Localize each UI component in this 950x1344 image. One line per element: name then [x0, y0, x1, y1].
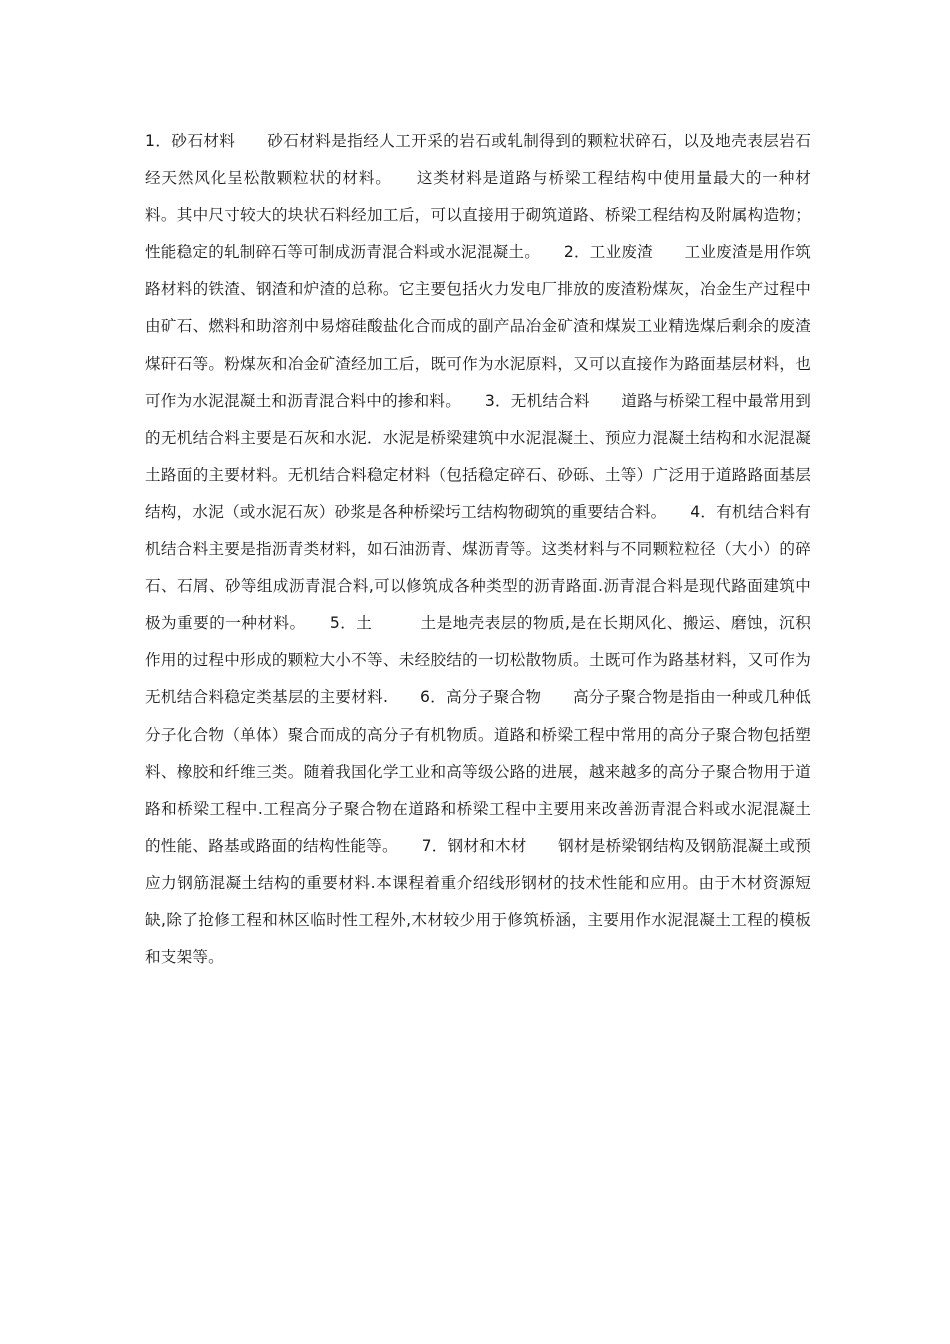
body-paragraph: 1．砂石材料 砂石材料是指经人工开采的岩石或轧制得到的颗粒状碎石，以及地壳表层岩石经天然风化呈松散颗粒状的材料。 这类材料是道路与桥梁工程结构中使用量最大的一种材料。其中尺寸较大的块状石料经加工后，可以直接用于砌筑道路、桥梁工程结构及附属构造物；性能稳定的轧制碎石等可制成沥青混合料或水泥混凝土。 2．工业废渣 工业废渣是用作筑路材料的铁渣、钢渣和炉渣的总称。它主要包括火力发电厂排放的废渣粉煤灰，冶金生产过程中由矿石、燃料和助溶剂中易熔硅酸盐化合而成的副产品冶金矿渣和煤炭工业精选煤后剩余的废渣煤矸石等。粉煤灰和冶金矿渣经加工后，既可作为水泥原料，又可以直接作为路面基层材料，也可作为水泥混凝土和沥青混合料中的掺和料。 3．无机结合料 道路与桥梁工程中最常用到的无机结合料主要是石灰和水泥．水泥是桥梁建筑中水泥混凝土、预应力混凝土结构和水泥混凝土路面的主要材料。无机结合料稳定材料（包括稳定碎石、砂砾、土等）广泛用于道路路面基层结构，水泥（或水泥石灰）砂浆是各种桥梁圬工结构物砌筑的重要结合料。 4．有机结合料有机结合料主要是指沥青类材料，如石油沥青、煤沥青等。这类材料与不同颗粒粒径（大小）的碎石、石屑、砂等组成沥青混合料,可以修筑成各种类型的沥青路面.沥青混合料是现代路面建筑中极为重要的一种材料。 5．土 土是地壳表层的物质,是在长期风化、搬运、磨蚀，沉积作用的过程中形成的颗粒大小不等、未经胶结的一切松散物质。土既可作为路基材料，又可作为无机结合料稳定类基层的主要材料. 6．高分子聚合物 高分子聚合物是指由一种或几种低分子化合物（单体）聚合而成的高分子有机物质。道路和桥梁工程中常用的高分子聚合物包括塑料、橡胶和纤维三类。随着我国化学工业和高等级公路的进展，越来越多的高分子聚合物用于道路和桥梁工程中.工程高分子聚合物在道路和桥梁工程中主要用来改善沥青混合料或水泥混凝土的性能、路基或路面的结构性能等。 7．钢材和木材 钢材是桥梁钢结构及钢筋混凝土或预应力钢筋混凝土结构的重要材料.本课程着重介绍线形钢材的技术性能和应用。由于木材资源短缺,除了抢修工程和林区临时性工程外,木材较少用于修筑桥涵，主要用作水泥混凝土工程的模板和支架等。	[145, 132, 811, 967]
